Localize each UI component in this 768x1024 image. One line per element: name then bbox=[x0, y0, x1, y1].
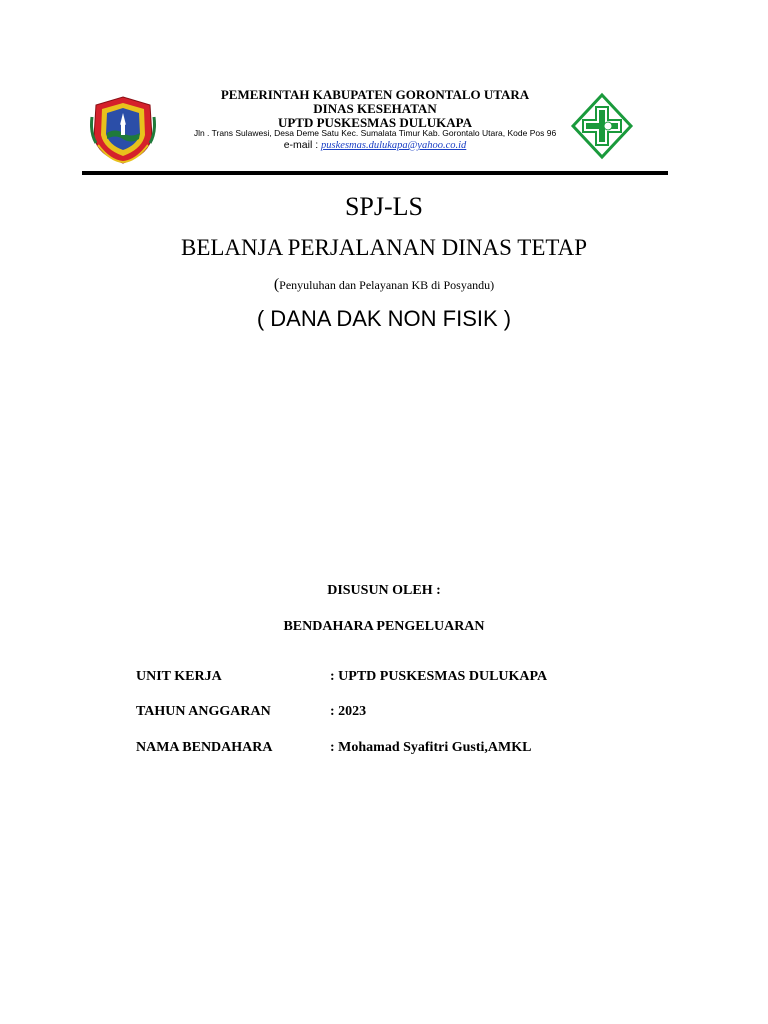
puskesmas-cross-logo-icon bbox=[570, 92, 634, 160]
letterhead-unit: UPTD PUSKESMAS DULUKAPA bbox=[277, 115, 473, 130]
activity-name bbox=[0, 274, 768, 296]
regency-emblem-icon bbox=[90, 95, 156, 165]
letterhead-address: Jln . Trans Sulawesi, Desa Deme Satu Kec. Sumalata Timur Kab. Gorontalo Utara, Kode Pos 96 bbox=[193, 128, 557, 138]
prepared-by-role: BENDAHARA PENGELUARAN bbox=[283, 619, 485, 634]
letterhead-email-line bbox=[160, 139, 568, 152]
activity-text: Penyuluhan dan Pelayanan KB di Posyandu) bbox=[279, 278, 495, 292]
letterhead-government: PEMERINTAH KABUPATEN GORONTALO UTARA bbox=[220, 87, 530, 102]
info-label: TAHUN ANGGARAN bbox=[136, 704, 271, 719]
info-value: : 2023 bbox=[330, 704, 367, 719]
info-label: NAMA BENDAHARA bbox=[136, 740, 273, 755]
email-link[interactable]: puskesmas.dulukapa@yahoo.co.id bbox=[321, 140, 467, 151]
fund-source: ( DANA DAK NON FISIK ) bbox=[256, 306, 512, 331]
prepared-by-label: DISUSUN OLEH : bbox=[327, 583, 441, 598]
letterhead-divider bbox=[82, 171, 668, 175]
activity-paren: ( bbox=[273, 276, 280, 293]
letterhead-department: DINAS KESEHATAN bbox=[313, 101, 437, 116]
letterhead bbox=[160, 86, 568, 156]
info-value: : UPTD PUSKESMAS DULUKAPA bbox=[330, 669, 548, 684]
info-value: : Mohamad Syafitri Gusti,AMKL bbox=[330, 740, 532, 755]
document-subtitle: BELANJA PERJALANAN DINAS TETAP bbox=[180, 235, 587, 260]
document-title: SPJ-LS bbox=[344, 192, 424, 221]
info-label: UNIT KERJA bbox=[136, 669, 222, 684]
email-label: e-mail : bbox=[283, 139, 322, 151]
